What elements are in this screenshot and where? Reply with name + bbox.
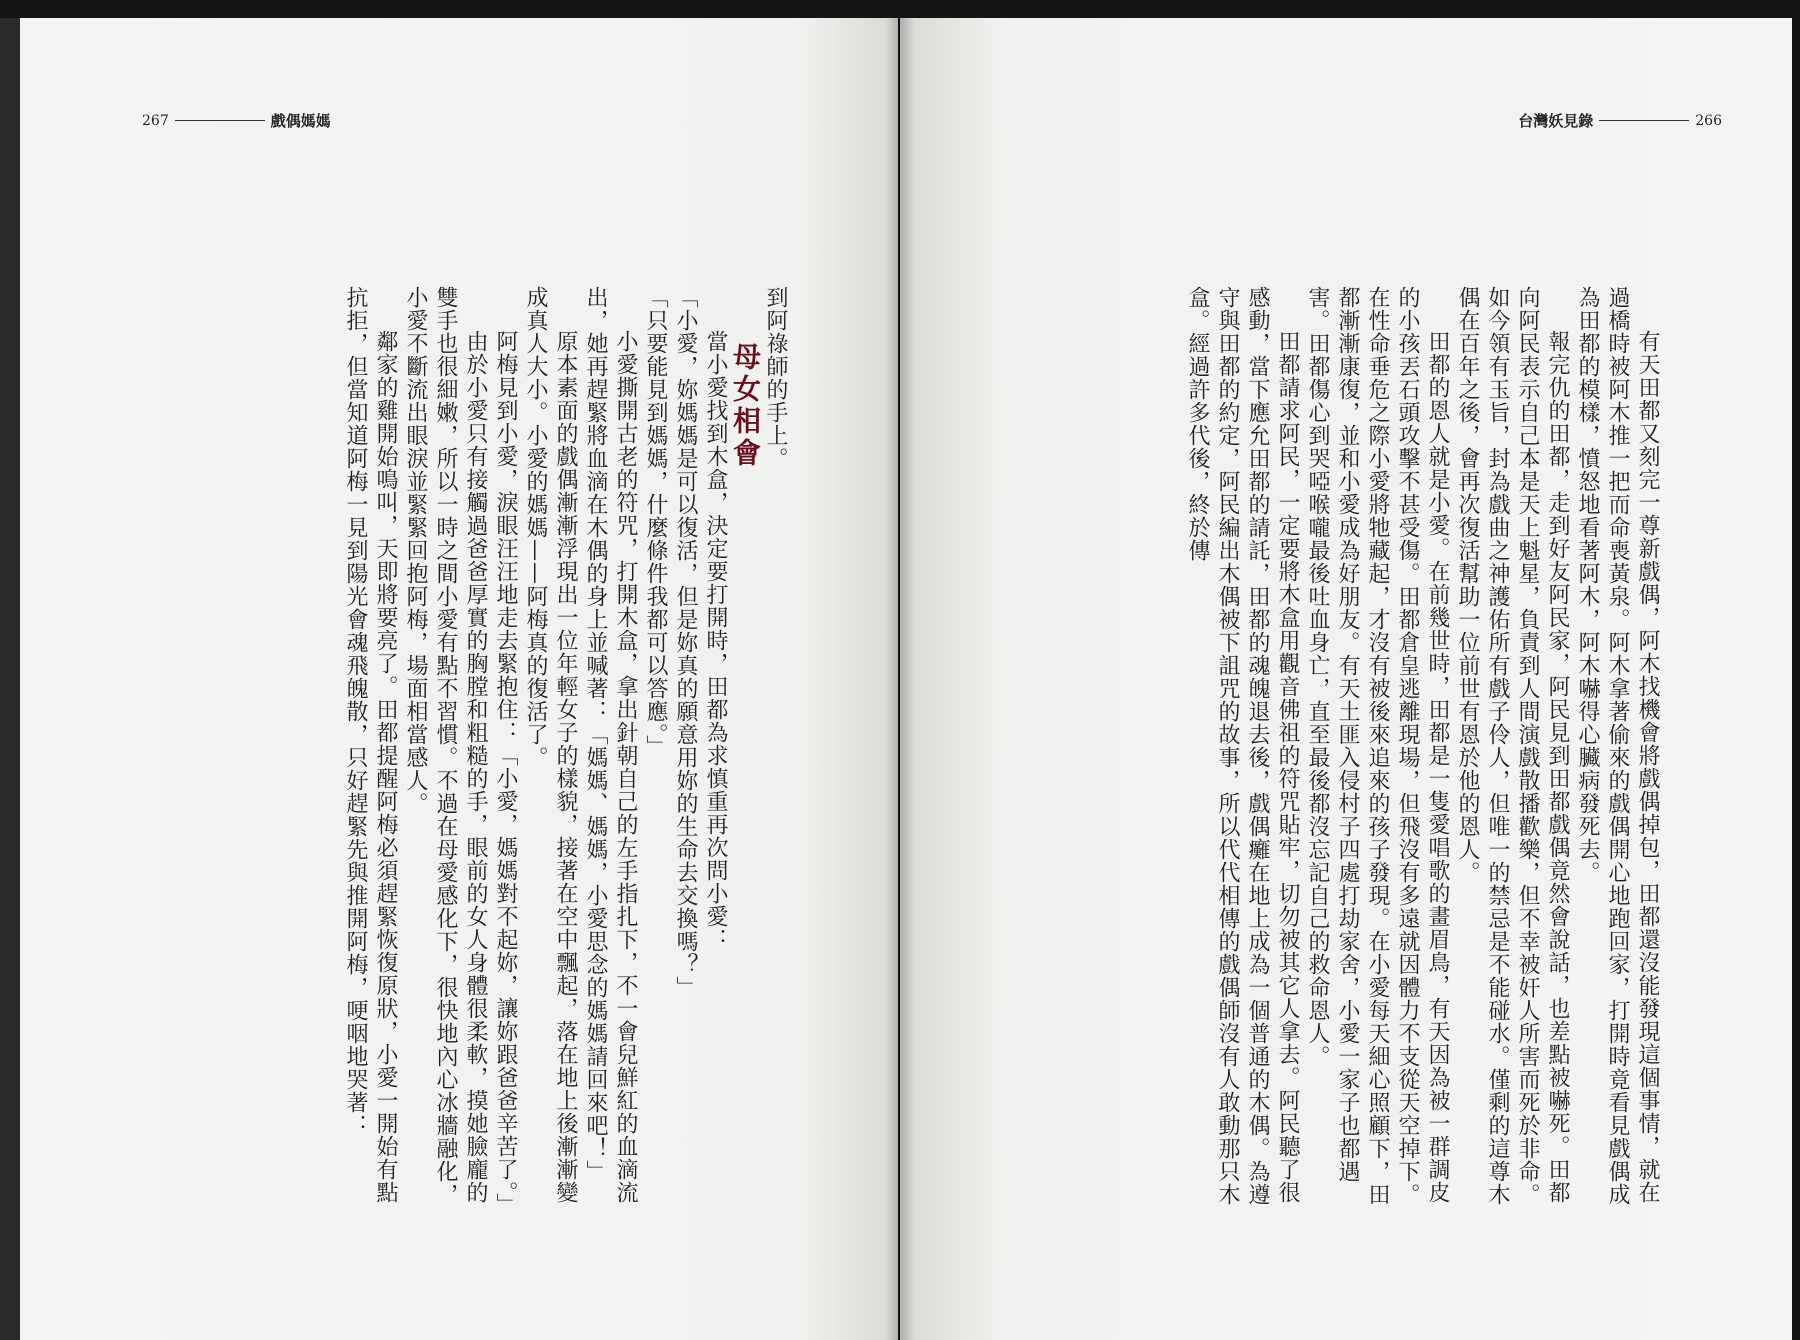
book-spine	[885, 18, 915, 1340]
paragraph: 田都的恩人就是小愛。在前幾世時，田都是一隻愛唱歌的畫眉鳥，有天因為被一群調皮的小孩丟石頭攻擊不甚受傷。田都倉皇逃離現場，但飛沒有多遠就因體力不支從天空掉下。在性命垂危之際小愛將牠藏起，才沒有被後來追來的孩子發現。在小愛每天細心照顧下，田都漸漸康復，並和小愛成為好朋友。有天土匪入侵村子四處打劫家舍，小愛一家子也都遇害。田都傷心到哭啞喉嚨最後吐血身亡，直至最後都沒忘記自己的救命恩人。	[1305, 286, 1450, 1206]
right-page-number: 266	[1695, 112, 1722, 129]
right-page-body	[1182, 286, 1662, 1206]
left-page	[20, 18, 898, 1340]
paragraph: 原本素面的戲偶漸漸浮現出一位年輕女子的樣貌，接著在空中飄起，落在地上後漸漸變成真人大小。小愛的媽媽——阿梅真的復活了。	[523, 286, 578, 1204]
paragraph: 小愛撕開古老的符咒，打開木盒，拿出針朝自己的左手指扎下，不一會兒鮮紅的血滴流出，她再趕緊將血滴在木偶的身上並喊著：「媽媽、媽媽，小愛思念的媽媽請回來吧！」	[583, 286, 638, 1204]
left-page-header	[142, 110, 331, 131]
right-page-header	[1518, 110, 1722, 131]
paragraph: 阿梅見到小愛，淚眼汪汪地走去緊抱住：「小愛，媽媽對不起妳，讓妳跟爸爸辛苦了。」	[493, 330, 518, 1216]
paragraph: 田都請求阿民，一定要將木盒用觀音佛祖的符咒貼牢，切勿被其它人拿去。阿民聽了很感動，當下應允田都的請託，田都的魂魄退去後，戲偶癱在地上成為一個普通的木偶。為遵守與田都的約定，阿民編出木偶被下詛咒的故事，所以代代相傳的戲偶師沒有人敢動那只木盒。經過許多代後，終於傳	[1185, 286, 1300, 1206]
paragraph: 「只要能見到媽媽，什麼條件我都可以答應。」	[643, 286, 668, 758]
left-page-body	[340, 286, 790, 1216]
paragraph: 由於小愛只有接觸過爸爸厚實的胸膛和粗糙的手，眼前的女人身體很柔軟，摸她臉龐的雙手也很細嫩，所以一時之間小愛有點不習慣。不過在母愛感化下，很快地內心冰牆融化，小愛不斷流出眼淚並緊緊回抱阿梅，場面相當感人。	[403, 286, 488, 1206]
left-running-title: 戲偶媽媽	[270, 112, 331, 130]
paragraph: 鄰家的雞開始鳴叫，天即將要亮了。田都提醒阿梅必須趕緊恢復原狀，小愛一開始有點抗拒，但當知道阿梅一見到陽光會魂飛魄散，只好趕緊先與推開阿梅，哽咽地哭著：	[343, 286, 398, 1204]
book-edge	[0, 18, 20, 1340]
paragraph: 有天田都又刻完一尊新戲偶，阿木找機會將戲偶掉包，田都還沒能發現這個事情，就在過橋時被阿木推一把而命喪黃泉。阿木拿著偷來的戲偶開心地跑回家，打開時竟看見戲偶成為田都的模樣，憤怒地看著阿木，阿木嚇得心臟病發死去。	[1575, 286, 1660, 1206]
lead-line: 到阿祿師的手上。	[763, 286, 788, 470]
paragraph: 「小愛，妳媽媽是可以復活，但是妳真的願意用妳的生命去交換嗎？」	[673, 286, 698, 999]
right-running-title: 台灣妖見錄	[1518, 112, 1594, 130]
section-title: 母女相會	[729, 342, 762, 470]
header-rule	[175, 120, 265, 121]
paragraph: 報完仇的田都，走到好友阿民家，阿民見到田都戲偶竟然會說話，也差點被嚇死。田都向阿民表示自己本是天上魁星，負責到人間演戲散播歡樂，但不幸被奸人所害而死於非命。如今領有玉旨，封為戲曲之神護佑所有戲子伶人，但唯一的禁忌是不能碰水。僅剩的這尊木偶在百年之後，會再次復活幫助一位前世有恩於他的恩人。	[1455, 286, 1570, 1206]
left-page-number: 267	[142, 112, 169, 129]
header-rule	[1599, 120, 1689, 121]
right-page	[900, 18, 1792, 1340]
paragraph: 當小愛找到木盒，決定要打開時，田都為求慎重再次問小愛：	[703, 330, 728, 951]
